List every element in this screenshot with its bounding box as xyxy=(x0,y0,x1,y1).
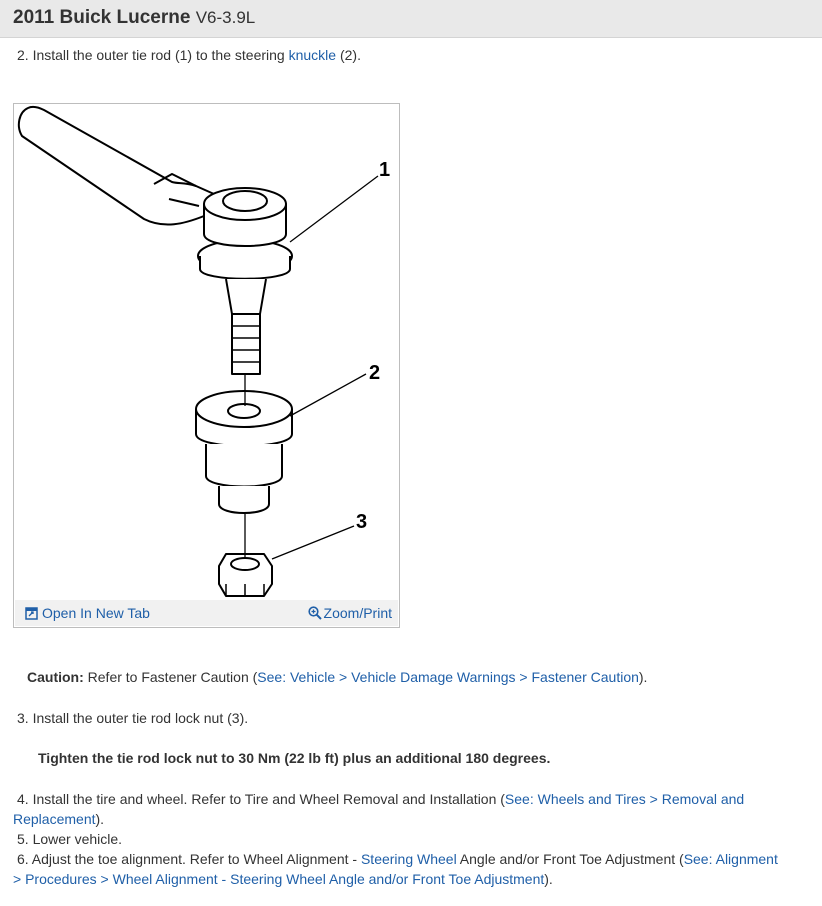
callout-3: 3 xyxy=(356,511,368,533)
caution-note xyxy=(27,669,647,685)
engine-label: V6-3.9L xyxy=(195,8,256,27)
step-2 xyxy=(17,47,361,63)
open-new-tab-icon xyxy=(25,607,38,620)
step-6-text: 6. Adjust the toe alignment. Refer to Wheel Alignment - xyxy=(17,851,361,867)
step-6 xyxy=(17,851,778,867)
knuckle-link[interactable]: knuckle xyxy=(288,47,337,63)
figure-toolbar xyxy=(15,600,398,626)
step-6-end: ). xyxy=(544,871,553,887)
step-6-continued xyxy=(13,871,553,887)
callout-2: 2 xyxy=(369,362,381,384)
wheel-alignment-procedure-link[interactable]: > Procedures > Wheel Alignment - Steering Wheel Angle and/or Front Toe Adjustment xyxy=(13,871,545,887)
caution-text: Refer to Fastener Caution ( xyxy=(83,669,258,685)
alignment-link[interactable]: See: Alignment xyxy=(683,851,778,867)
vehicle-name: 2011 Buick Lucerne xyxy=(13,7,191,28)
page-header xyxy=(0,0,822,38)
step-4-end: ). xyxy=(95,811,105,827)
step-6-text-mid: Angle and/or Front Toe Adjustment ( xyxy=(456,851,684,867)
step-3: 3. Install the outer tie rod lock nut (3). xyxy=(17,710,249,726)
torque-spec: Tighten the tie rod lock nut to 30 Nm (22 lb ft) plus an additional 180 degrees. xyxy=(38,750,551,766)
caution-label: Caution: xyxy=(27,669,84,685)
step-5: 5. Lower vehicle. xyxy=(17,831,123,847)
wheels-tires-link[interactable]: See: Wheels and Tires > Removal and xyxy=(504,791,745,807)
replacement-link[interactable]: Replacement xyxy=(13,811,96,827)
magnifier-icon xyxy=(308,606,322,620)
step-4-text: 4. Install the tire and wheel. Refer to Tire and Wheel Removal and Installation ( xyxy=(17,791,505,807)
step-2-text: 2. Install the outer tie rod (1) to the steering xyxy=(17,47,289,63)
steering-wheel-link[interactable]: Steering Wheel xyxy=(360,851,457,867)
open-in-new-tab-label: Open In New Tab xyxy=(42,605,150,621)
fastener-caution-link[interactable]: See: Vehicle > Vehicle Damage Warnings > Fastener Caution xyxy=(257,669,639,685)
figure-panel xyxy=(13,103,400,628)
caution-end: ). xyxy=(638,669,648,685)
page-title xyxy=(13,7,255,29)
open-in-new-tab-link[interactable] xyxy=(25,605,150,621)
tie-rod-illustration xyxy=(14,104,399,599)
callout-1: 1 xyxy=(379,159,391,181)
step-4 xyxy=(17,791,744,807)
zoom-print-label: Zoom/Print xyxy=(323,605,392,621)
step-4-continued xyxy=(13,811,104,827)
zoom-print-link[interactable] xyxy=(308,605,392,621)
step-2-text-end: (2). xyxy=(336,47,361,63)
